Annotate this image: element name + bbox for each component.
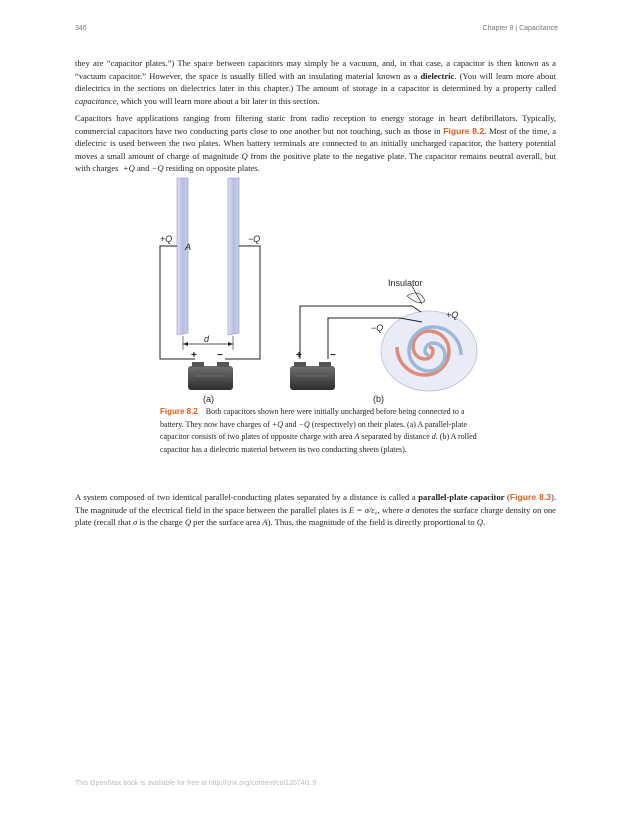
rolled-capacitor-body [381, 311, 477, 391]
label-plus-q-b: +Q [446, 310, 459, 320]
figure-8-2 [150, 176, 490, 404]
paragraph-2: Capacitors have applications ranging from filtering static from radio reception to energy storage in heart defibrillators. Typically, commercial capacitors have two conducting parts close to one another but not touching, such as those in Figure 8.2. Most of the time, a dielectric is used between the two plates. When battery terminals are connected to an initially uncharged capacitor, the battery potential moves a small amount of charge of magnitude Q from the positive plate to the negative plate. The capacitor remains neutral overall, but with charges +Q and −Q residing on opposite plates. [75, 113, 557, 173]
paragraph-1: they are “capacitor plates.”) The space between capacitors may simply be a vacuum, and, in that case, a capacitor is then known as a “vacuum capacitor.” However, the space is usually filled with an insulating material known as a dielectric. (You will learn more about dielectrics in the sections on dielectrics later in this chapter.) The amount of storage in a capacitor is determined by a property called capacitance, which you will learn more about a bit later in this section. [75, 58, 556, 106]
label-minus-terminal-b: − [330, 350, 336, 361]
label-b: (b) [373, 394, 384, 404]
label-minus-q-b: −Q [371, 323, 384, 333]
label-area: A [185, 242, 192, 252]
caption-label: Figure 8.2 [160, 407, 198, 416]
figure-caption: Figure 8.2 Both capacitors shown here were initially uncharged before being connected to a battery. They now have charges of +Q and −Q (respectively) on their plates. (a) A parallel-plate capacitor consists of two plates of opposite charge with area A separated by distance d. (b) A rolled capacitor has a dielectric material between its two conducting sheets (plates). [160, 407, 477, 454]
capacitor-a [160, 178, 260, 404]
label-plus-terminal-b: + [296, 350, 302, 361]
label-plus-q-a: +Q [160, 234, 173, 244]
figure-8-3-link[interactable]: Figure 8.3 [509, 492, 551, 502]
term-dielectric: dielectric [420, 70, 455, 81]
page-number: 346 [75, 25, 87, 32]
plate-negative [228, 178, 239, 335]
battery-b [290, 362, 335, 390]
label-minus-terminal-a: − [217, 350, 223, 361]
equation-field: E = σ/ε₀ [348, 504, 378, 515]
battery-a [188, 362, 233, 390]
label-insulator: Insulator [388, 278, 423, 288]
insulator-sheet [407, 293, 425, 303]
label-distance: d [204, 334, 210, 344]
capacitor-b [290, 278, 477, 404]
label-minus-q-a: −Q [248, 234, 261, 244]
paragraph-3: A system composed of two identical parallel-conducting plates separated by a distance is called a parallel-plate capacitor (Figure 8.3). The magnitude of the electrical field in the space between the parallel plates is E = σ/ε₀, where σ denotes the surface charge density on one plate (recall that σ is the charge Q per the surface area A). Thus, the magnitude of the field is directly proportional to Q. [75, 492, 556, 527]
chapter-title: Chapter 8 | Capacitance [482, 25, 558, 32]
label-a: (a) [203, 394, 214, 404]
footer-notice: This OpenStax book is available for free at http://cnx.org/content/col12074/1.9 [75, 780, 317, 787]
figure-8-2-link[interactable]: Figure 8.2 [443, 125, 485, 136]
label-plus-terminal-a: + [191, 350, 197, 361]
plate-positive [177, 178, 188, 335]
term-parallel-plate-capacitor: parallel-plate capacitor [418, 492, 505, 502]
